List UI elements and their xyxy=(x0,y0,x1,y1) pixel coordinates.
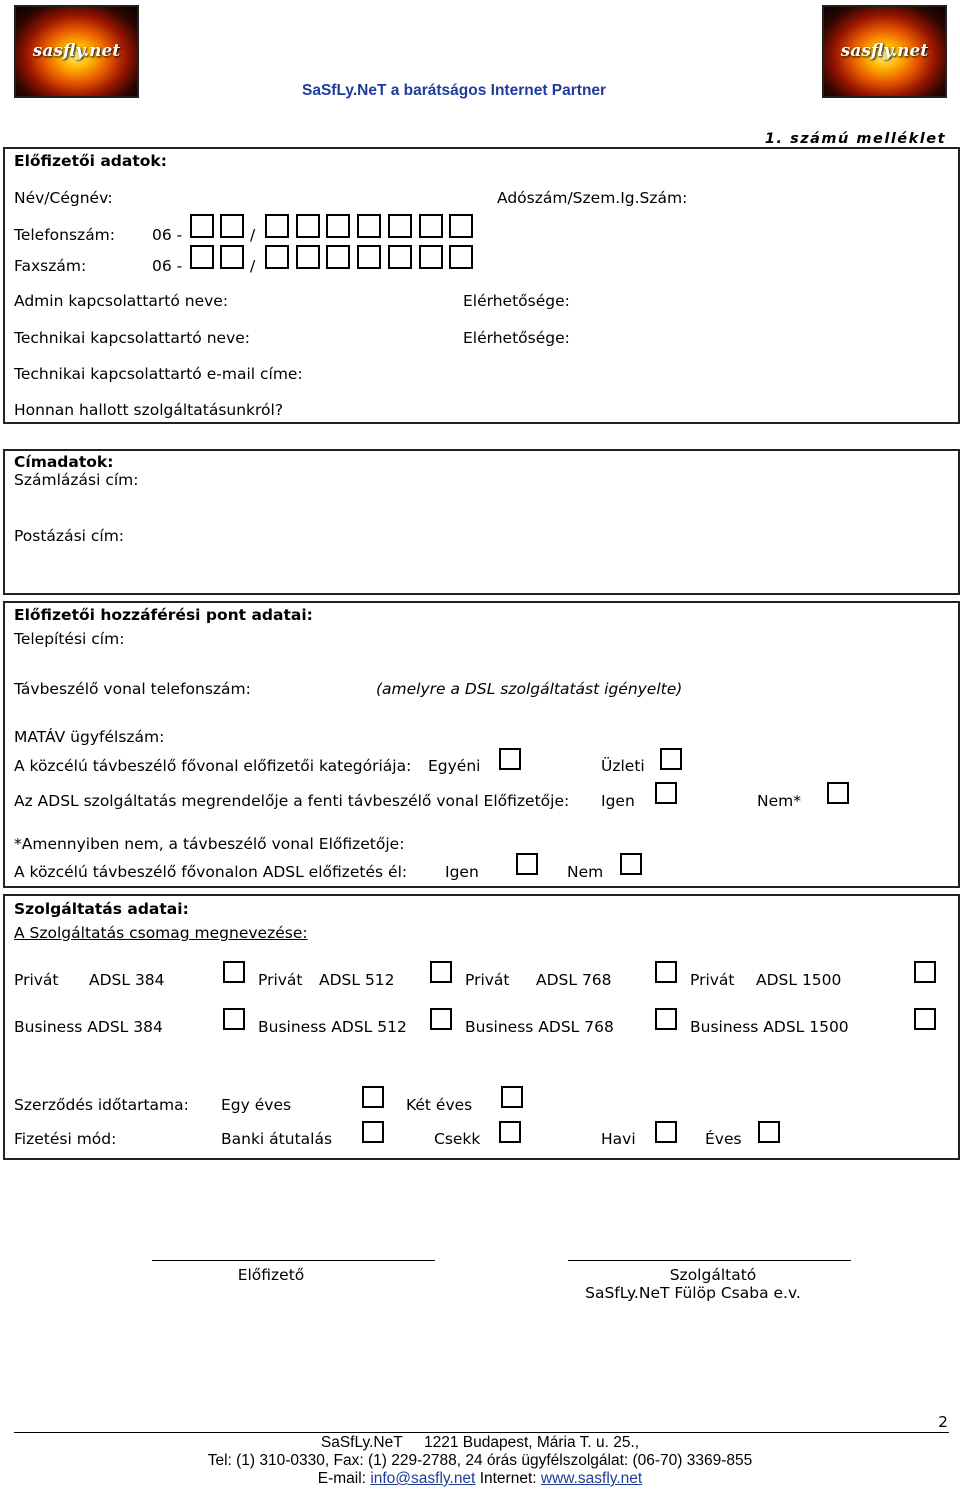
private-384-checkbox[interactable] xyxy=(223,961,245,983)
phone-area-digit-1[interactable] xyxy=(190,214,214,238)
header-title: SaSfLy.NeT a barátságos Internet Partner xyxy=(302,82,607,99)
fax-digit-4[interactable] xyxy=(357,245,381,269)
business-768-checkbox[interactable] xyxy=(655,1008,677,1030)
billing-address-label: Számlázási cím: xyxy=(14,471,139,489)
fax-digit-3[interactable] xyxy=(326,245,350,269)
payment-check-checkbox[interactable] xyxy=(499,1121,521,1143)
fax-label: Faxszám: xyxy=(14,257,87,275)
payment-monthly-label: Havi xyxy=(601,1130,636,1148)
orderer-yes-checkbox[interactable] xyxy=(655,782,677,804)
business-1500-label: Business ADSL 1500 xyxy=(690,1018,849,1036)
private-384-label: Privát xyxy=(14,971,59,989)
payment-monthly-checkbox[interactable] xyxy=(655,1121,677,1143)
payment-yearly-label: Éves xyxy=(705,1130,742,1148)
category-business-checkbox[interactable] xyxy=(660,748,682,770)
phone-line-note: (amelyre a DSL szolgáltatást igényelte) xyxy=(376,680,683,698)
tech-reach-label: Elérhetősége: xyxy=(463,329,570,347)
payment-transfer-checkbox[interactable] xyxy=(362,1121,384,1143)
existing-yes-label: Igen xyxy=(445,863,479,881)
logo-text: sasfly.net xyxy=(840,41,929,61)
email-link[interactable]: info@sasfly.net xyxy=(370,1470,476,1487)
orderer-yes-label: Igen xyxy=(601,792,635,810)
footer-web xyxy=(0,1470,960,1488)
private-512-checkbox[interactable] xyxy=(430,961,452,983)
existing-adsl-label: A közcélú távbeszélő fővonalon ADSL előfizetés él: xyxy=(14,863,408,881)
business-1500-checkbox[interactable] xyxy=(914,1008,936,1030)
footer-address: SaSfLy.NeT 1221 Budapest, Mária T. u. 25., xyxy=(320,1434,640,1451)
provider-name: SaSfLy.NeT Fülöp Csaba e.v. xyxy=(585,1284,801,1302)
private-512-speed: ADSL 512 xyxy=(319,971,395,989)
package-label: A Szolgáltatás csomag megnevezése: xyxy=(14,924,308,942)
postal-address-label: Postázási cím: xyxy=(14,527,125,545)
term-two-year-checkbox[interactable] xyxy=(501,1086,523,1108)
footer-divider xyxy=(14,1432,949,1433)
business-512-label: Business ADSL 512 xyxy=(258,1018,407,1036)
private-384-speed: ADSL 384 xyxy=(89,971,165,989)
business-384-label: Business ADSL 384 xyxy=(14,1018,163,1036)
orderer-label: Az ADSL szolgáltatás megrendelője a fenti távbeszélő vonal Előfizetője: xyxy=(14,792,570,810)
subscriber-signature-line[interactable] xyxy=(152,1260,435,1261)
phone-prefix: 06 - xyxy=(152,226,183,244)
footer-contacts: Tel: (1) 310-0330, Fax: (1) 229-2788, 24 órás ügyfélszolgálat: (06-70) 3369-855 xyxy=(207,1452,753,1469)
fax-slash: / xyxy=(250,257,256,275)
if-not-label: *Amennyiben nem, a távbeszélő vonal Előfizetője: xyxy=(14,835,405,853)
tech-contact-label: Technikai kapcsolattartó neve: xyxy=(14,329,251,347)
email-label: E-mail: xyxy=(317,1470,366,1487)
private-768-checkbox[interactable] xyxy=(655,961,677,983)
company-logo-left xyxy=(14,5,139,98)
category-individual-checkbox[interactable] xyxy=(499,748,521,770)
fax-digit-7[interactable] xyxy=(449,245,473,269)
name-label: Név/Cégnév: xyxy=(14,189,113,207)
business-512-checkbox[interactable] xyxy=(430,1008,452,1030)
phone-digit-7[interactable] xyxy=(449,214,473,238)
internet-label: Internet: xyxy=(479,1470,537,1487)
phone-digit-3[interactable] xyxy=(326,214,350,238)
phone-digit-2[interactable] xyxy=(296,214,320,238)
category-label: A közcélú távbeszélő fővonal előfizetői kategóriája: xyxy=(14,757,412,775)
private-1500-speed: ADSL 1500 xyxy=(756,971,842,989)
annex-label: 1. számú melléklet xyxy=(764,131,946,147)
phone-digit-6[interactable] xyxy=(419,214,443,238)
tax-id-label: Adószám/Szem.Ig.Szám: xyxy=(497,189,688,207)
private-1500-checkbox[interactable] xyxy=(914,961,936,983)
install-address-label: Telepítési cím: xyxy=(14,630,125,648)
existing-no-checkbox[interactable] xyxy=(620,853,642,875)
source-label: Honnan hallott szolgáltatásunkról? xyxy=(14,401,284,419)
existing-no-label: Nem xyxy=(567,863,604,881)
phone-line-label: Távbeszélő vonal telefonszám: xyxy=(14,680,251,698)
subscriber-signature-label: Előfizető xyxy=(237,1266,305,1284)
fax-area-digit-1[interactable] xyxy=(190,245,214,269)
term-two-year-label: Két éves xyxy=(406,1096,473,1114)
payment-check-label: Csekk xyxy=(434,1130,481,1148)
business-768-label: Business ADSL 768 xyxy=(465,1018,614,1036)
service-heading: Szolgáltatás adatai: xyxy=(14,900,189,918)
admin-contact-label: Admin kapcsolattartó neve: xyxy=(14,292,229,310)
orderer-no-checkbox[interactable] xyxy=(827,782,849,804)
payment-transfer-label: Banki átutalás xyxy=(221,1130,333,1148)
provider-signature-label: Szolgáltató xyxy=(669,1266,757,1284)
term-one-year-checkbox[interactable] xyxy=(362,1086,384,1108)
category-individual-label: Egyéni xyxy=(428,757,481,775)
payment-yearly-checkbox[interactable] xyxy=(758,1121,780,1143)
category-business-label: Üzleti xyxy=(601,757,645,775)
company-logo-right xyxy=(822,5,947,98)
address-section xyxy=(3,449,960,595)
phone-digit-1[interactable] xyxy=(265,214,289,238)
tech-email-label: Technikai kapcsolattartó e-mail címe: xyxy=(14,365,303,383)
existing-yes-checkbox[interactable] xyxy=(516,853,538,875)
provider-signature-line[interactable] xyxy=(568,1260,851,1261)
fax-digit-2[interactable] xyxy=(296,245,320,269)
fax-prefix: 06 - xyxy=(152,257,183,275)
private-512-label: Privát xyxy=(258,971,303,989)
phone-digit-4[interactable] xyxy=(357,214,381,238)
matav-label: MATÁV ügyfélszám: xyxy=(14,728,165,746)
phone-label: Telefonszám: xyxy=(14,226,116,244)
term-label: Szerződés időtartama: xyxy=(14,1096,189,1114)
term-one-year-label: Egy éves xyxy=(221,1096,292,1114)
fax-digit-6[interactable] xyxy=(419,245,443,269)
private-768-speed: ADSL 768 xyxy=(536,971,612,989)
phone-area-digit-2[interactable] xyxy=(220,214,244,238)
orderer-no-label: Nem* xyxy=(757,792,801,810)
address-heading: Címadatok: xyxy=(14,453,114,471)
website-link[interactable]: www.sasfly.net xyxy=(540,1470,643,1487)
subscriber-heading: Előfizetői adatok: xyxy=(14,152,167,170)
phone-slash: / xyxy=(250,226,256,244)
fax-digit-1[interactable] xyxy=(265,245,289,269)
phone-digit-5[interactable] xyxy=(388,214,412,238)
private-1500-label: Privát xyxy=(690,971,735,989)
business-384-checkbox[interactable] xyxy=(223,1008,245,1030)
payment-label: Fizetési mód: xyxy=(14,1130,117,1148)
logo-text: sasfly.net xyxy=(32,41,121,61)
page-number: 2 xyxy=(938,1413,948,1431)
private-768-label: Privát xyxy=(465,971,510,989)
admin-reach-label: Elérhetősége: xyxy=(463,292,570,310)
fax-area-digit-2[interactable] xyxy=(220,245,244,269)
fax-digit-5[interactable] xyxy=(388,245,412,269)
access-point-heading: Előfizetői hozzáférési pont adatai: xyxy=(14,606,313,624)
